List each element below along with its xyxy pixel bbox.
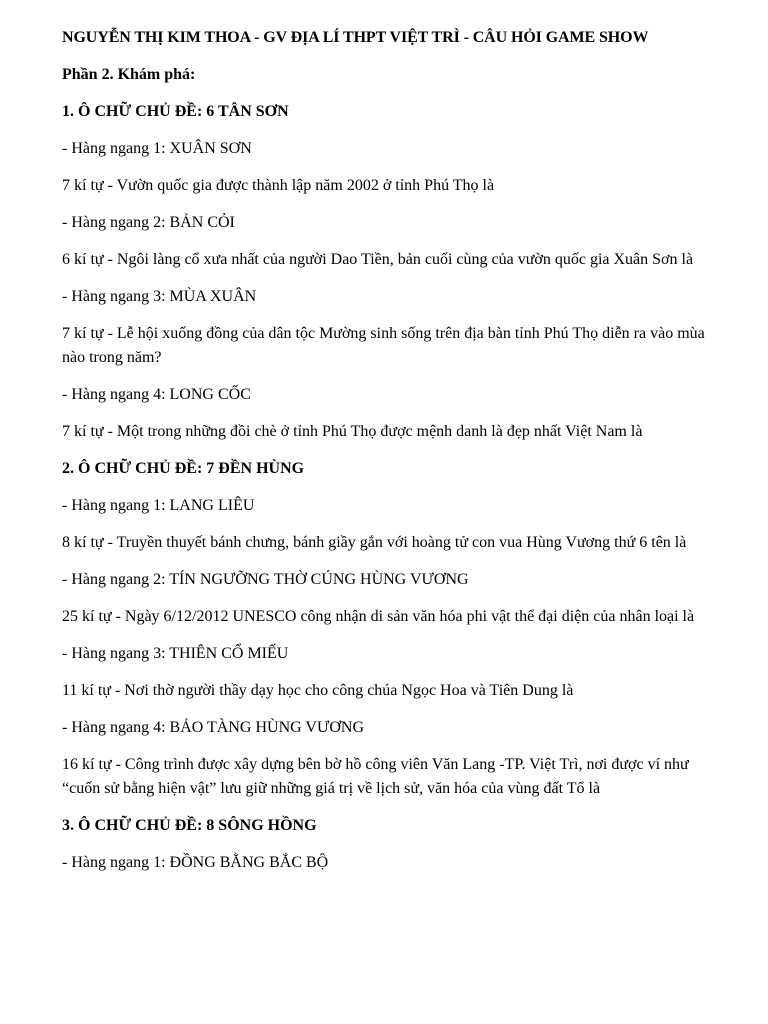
section-heading: 2. Ô CHỮ CHỦ ĐỀ: 7 ĐỀN HÙNG xyxy=(62,460,305,477)
section-2 xyxy=(62,457,722,801)
part-heading: Phần 2. Khám phá: xyxy=(62,66,196,83)
row-question: 7 kí tự - Lễ hội xuống đồng của dân tộc Mường sinh sống trên địa bàn tỉnh Phú Thọ diễn ra vào mùa nào trong năm? xyxy=(62,325,705,366)
row-label: - Hàng ngang 2: TÍN NGƯỠNG THỜ CÚNG HÙNG VƯƠNG xyxy=(62,571,469,588)
row-question: 11 kí tự - Nơi thờ người thầy dạy học cho công chúa Ngọc Hoa và Tiên Dung là xyxy=(62,682,574,699)
section-heading: 1. Ô CHỮ CHỦ ĐỀ: 6 TÂN SƠN xyxy=(62,103,289,120)
row-question: 6 kí tự - Ngôi làng cổ xưa nhất của người Dao Tiền, bản cuối cùng của vườn quốc gia Xuân Sơn là xyxy=(62,251,694,268)
row-label: - Hàng ngang 1: LANG LIÊU xyxy=(62,497,255,514)
row-label: - Hàng ngang 2: BẢN CỎI xyxy=(62,214,235,231)
document-page xyxy=(62,26,722,888)
row-label: - Hàng ngang 4: LONG CỐC xyxy=(62,386,251,403)
row-question: 16 kí tự - Công trình được xây dựng bên bờ hồ công viên Văn Lang -TP. Việt Trì, nơi được ví như “cuốn sử bằng hiện vật” lưu giữ những giá trị về lịch sử, văn hóa của vùng đất Tổ là xyxy=(62,756,689,797)
row-question: 8 kí tự - Truyền thuyết bánh chưng, bánh giầy gắn với hoàng tử con vua Hùng Vương thứ 6 tên là xyxy=(62,534,687,551)
section-heading: 3. Ô CHỮ CHỦ ĐỀ: 8 SÔNG HỒNG xyxy=(62,817,317,834)
document-title: NGUYỄN THỊ KIM THOA - GV ĐỊA LÍ THPT VIỆT TRÌ - CÂU HỎI GAME SHOW xyxy=(62,29,649,46)
row-question: 25 kí tự - Ngày 6/12/2012 UNESCO công nhận di sản văn hóa phi vật thể đại diện của nhân loại là xyxy=(62,608,695,625)
row-label: - Hàng ngang 1: ĐỒNG BẰNG BẮC BỘ xyxy=(62,854,329,871)
row-label: - Hàng ngang 3: THIÊN CỔ MIẾU xyxy=(62,645,289,662)
row-label: - Hàng ngang 4: BẢO TÀNG HÙNG VƯƠNG xyxy=(62,719,365,736)
row-question: 7 kí tự - Một trong những đồi chè ở tỉnh Phú Thọ được mệnh danh là đẹp nhất Việt Nam là xyxy=(62,423,643,440)
section-1 xyxy=(62,100,722,444)
row-question: 7 kí tự - Vườn quốc gia được thành lập năm 2002 ở tỉnh Phú Thọ là xyxy=(62,177,495,194)
row-label: - Hàng ngang 1: XUÂN SƠN xyxy=(62,140,252,157)
row-label: - Hàng ngang 3: MÙA XUÂN xyxy=(62,288,257,305)
section-3 xyxy=(62,814,722,875)
